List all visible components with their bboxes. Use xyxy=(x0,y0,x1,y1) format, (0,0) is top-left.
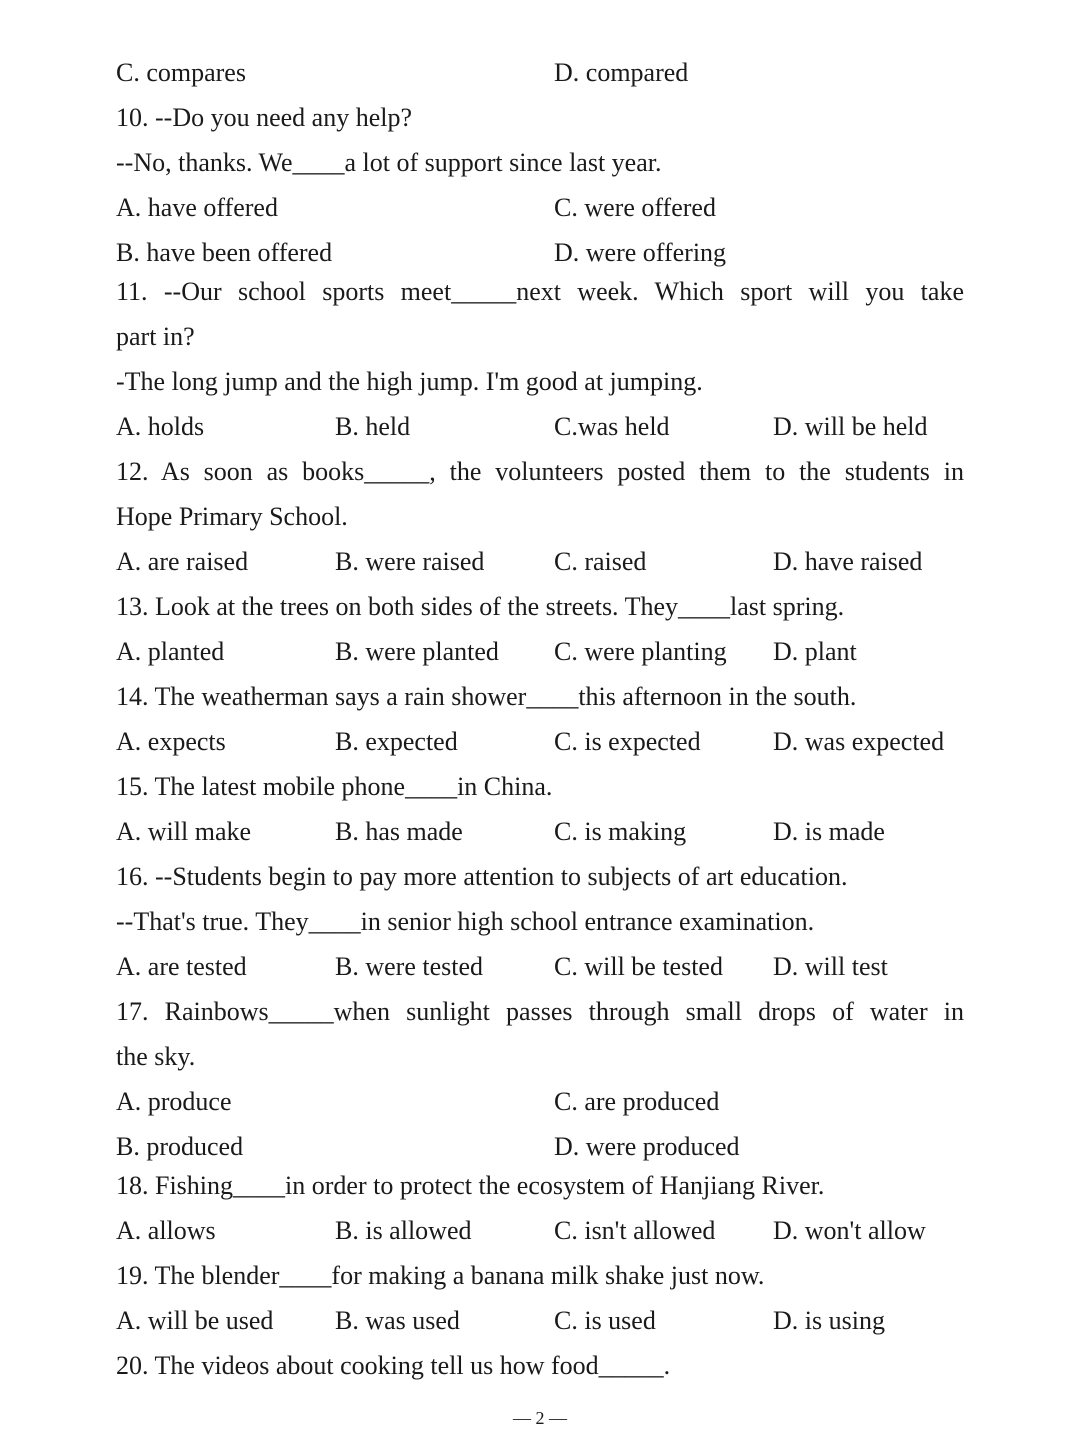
q17-stem: 17. Rainbows_____when sunlight passes through small drops of water in xyxy=(116,997,964,1026)
q15-option-a: A. will make xyxy=(116,817,252,846)
q12-option-a: A. are raised xyxy=(116,547,249,576)
q19-option-c: C. is used xyxy=(554,1306,656,1335)
q11-option-d: D. will be held xyxy=(773,412,928,441)
q10-option-b: B. have been offered xyxy=(116,238,333,267)
q16-option-d: D. will test xyxy=(773,952,888,981)
q10-option-c: C. were offered xyxy=(554,193,716,222)
q17-option-d: D. were produced xyxy=(554,1132,740,1161)
q19-stem: 19. The blender____for making a banana milk shake just now. xyxy=(116,1261,765,1290)
q15-option-c: C. is making xyxy=(554,817,687,846)
q16-option-b: B. were tested xyxy=(335,952,484,981)
q16-option-c: C. will be tested xyxy=(554,952,723,981)
q18-option-c: C. isn't allowed xyxy=(554,1216,716,1245)
q11-stem: 11. --Our school sports meet_____next week. Which sport will you take xyxy=(116,277,964,306)
q15-option-b: B. has made xyxy=(335,817,463,846)
page-number: — 2 — xyxy=(513,1408,567,1428)
q12-option-c: C. raised xyxy=(554,547,647,576)
q17-option-a: A. produce xyxy=(116,1087,232,1116)
q16-stem: 16. --Students begin to pay more attention to subjects of art education. xyxy=(116,862,848,891)
q14-option-d: D. was expected xyxy=(773,727,945,756)
q13-option-c: C. were planting xyxy=(554,637,727,666)
q12-stem: 12. As soon as books_____, the volunteers posted them to the students in xyxy=(116,457,964,486)
q19-option-d: D. is using xyxy=(773,1306,885,1335)
q17-stem-continued: the sky. xyxy=(116,1042,196,1071)
q12-stem-continued: Hope Primary School. xyxy=(116,502,348,531)
q10-response: --No, thanks. We____a lot of support since last year. xyxy=(116,148,662,177)
q13-option-d: D. plant xyxy=(773,637,857,666)
q11-option-b: B. held xyxy=(335,412,411,441)
q16-response: --That's true. They____in senior high school entrance examination. xyxy=(116,907,815,936)
q14-option-c: C. is expected xyxy=(554,727,701,756)
q14-option-b: B. expected xyxy=(335,727,458,756)
q14-option-a: A. expects xyxy=(116,727,226,756)
q20-stem: 20. The videos about cooking tell us how food_____. xyxy=(116,1351,671,1380)
q12-option-b: B. were raised xyxy=(335,547,485,576)
q17-option-c: C. are produced xyxy=(554,1087,720,1116)
q18-stem: 18. Fishing____in order to protect the ecosystem of Hanjiang River. xyxy=(116,1171,825,1200)
q12-option-d: D. have raised xyxy=(773,547,923,576)
q11-response: -The long jump and the high jump. I'm good at jumping. xyxy=(116,367,703,396)
q13-option-b: B. were planted xyxy=(335,637,499,666)
q13-option-a: A. planted xyxy=(116,637,225,666)
q19-option-a: A. will be used xyxy=(116,1306,274,1335)
q11-option-c: C.was held xyxy=(554,412,670,441)
q15-stem: 15. The latest mobile phone____in China. xyxy=(116,772,553,801)
q10-stem: 10. --Do you need any help? xyxy=(116,103,413,132)
q17-option-b: B. produced xyxy=(116,1132,244,1161)
q15-option-d: D. is made xyxy=(773,817,885,846)
q9-option-c: C. compares xyxy=(116,58,246,87)
q11-option-a: A. holds xyxy=(116,412,205,441)
q10-option-a: A. have offered xyxy=(116,193,278,222)
q14-stem: 14. The weatherman says a rain shower____this afternoon in the south. xyxy=(116,682,857,711)
q10-option-d: D. were offering xyxy=(554,238,727,267)
q11-stem-continued: part in? xyxy=(116,322,195,351)
q18-option-b: B. is allowed xyxy=(335,1216,472,1245)
q9-option-d: D. compared xyxy=(554,58,689,87)
q16-option-a: A. are tested xyxy=(116,952,247,981)
q19-option-b: B. was used xyxy=(335,1306,460,1335)
q18-option-d: D. won't allow xyxy=(773,1216,926,1245)
q13-stem: 13. Look at the trees on both sides of the streets. They____last spring. xyxy=(116,592,845,621)
q18-option-a: A. allows xyxy=(116,1216,216,1245)
